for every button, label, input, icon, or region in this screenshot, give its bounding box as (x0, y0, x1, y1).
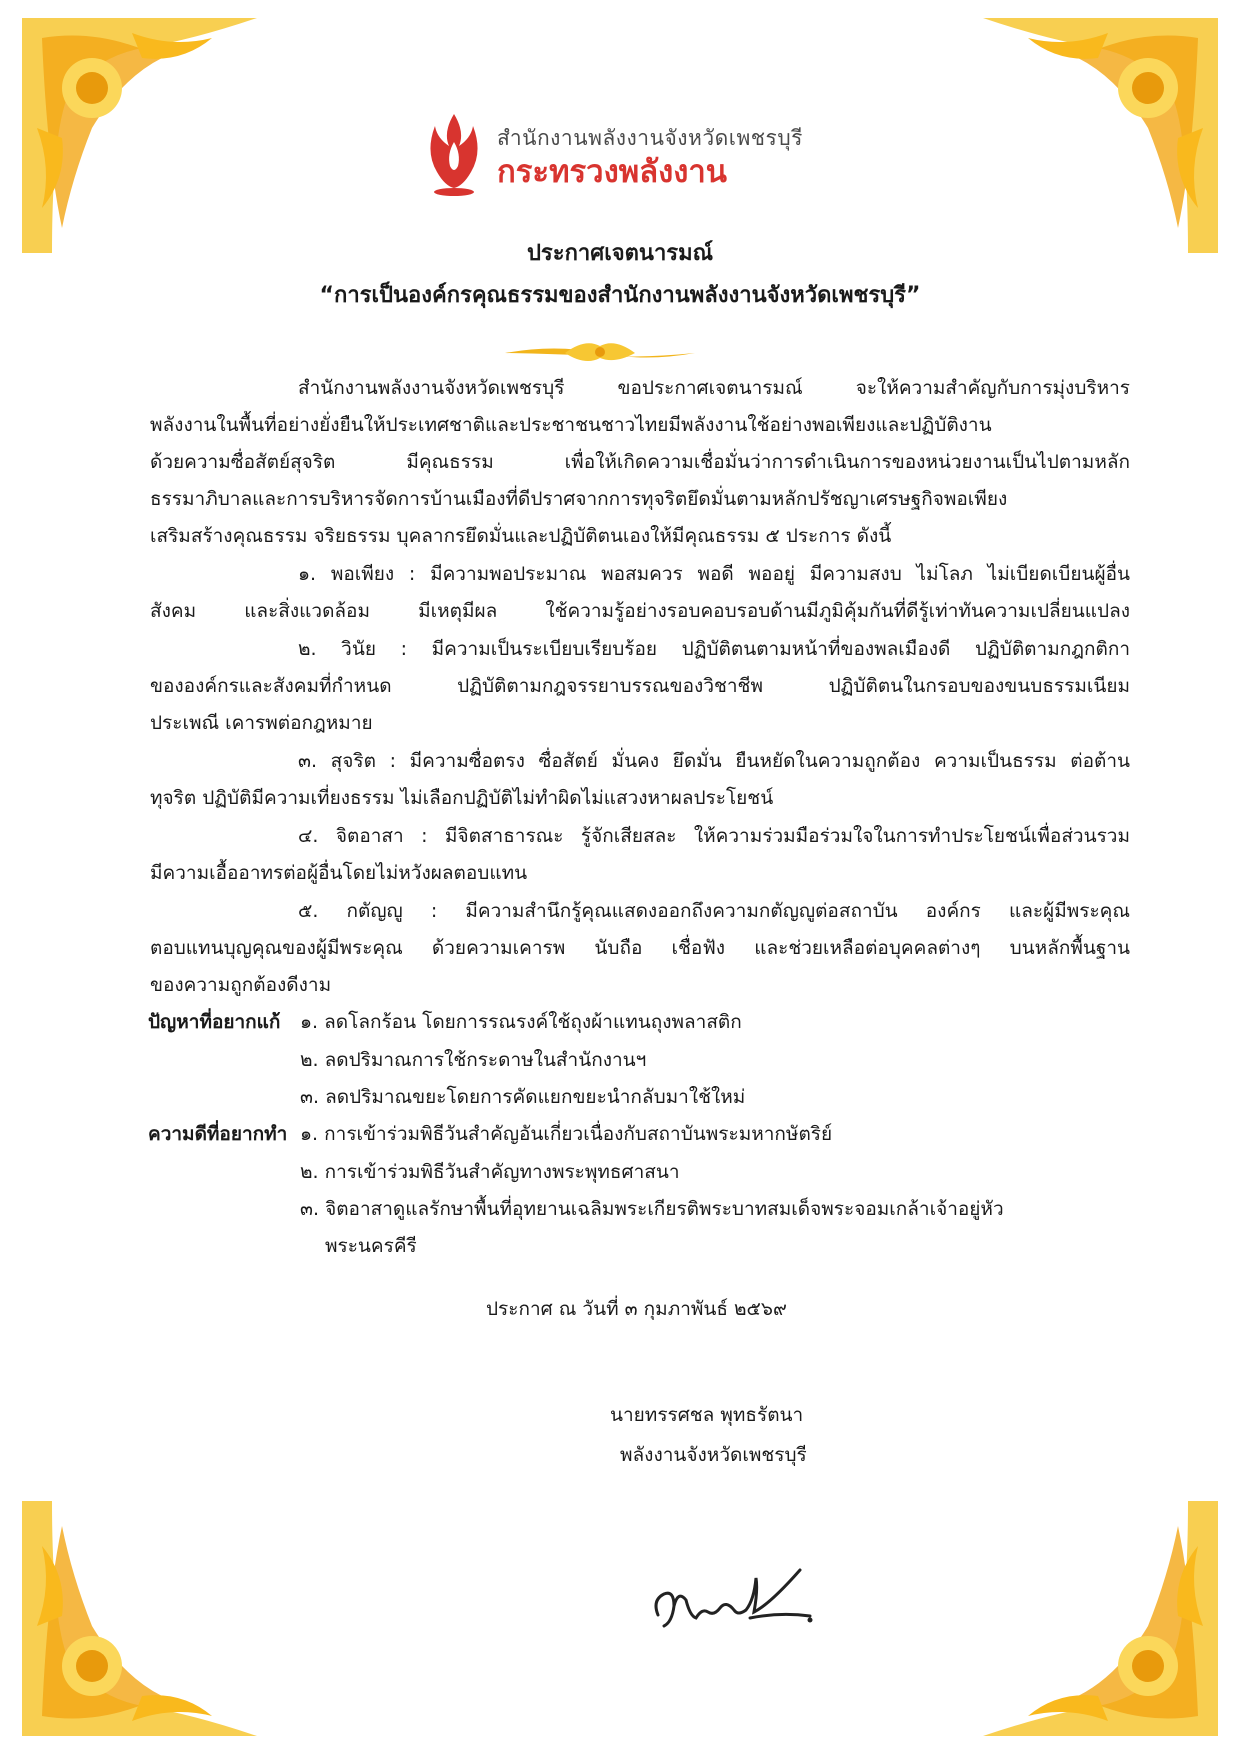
document-title: ประกาศเจตนารมณ์ (526, 241, 714, 266)
virtue-line: ทุจริต ปฏิบัติมีความเที่ยงธรรม ไม่เลือกปฏิบัติไม่ทำผิดไม่แสวงหาผลประโยชน์ (150, 787, 774, 809)
virtue-line: ประเพณี เคารพต่อกฎหมาย (150, 712, 373, 734)
ministry-logo (425, 112, 803, 198)
signatory-name: นายทรรศชล พุทธรัตนา (610, 1404, 804, 1426)
virtue-line: ๓. สุจริต : มีความซื่อตรง ซื่อสัตย์ มั่นคง ยึดมั่น ยืนหยัดในความถูกต้อง ความเป็นธรรม ต่อต้าน (298, 750, 1130, 772)
ministry-name: กระทรวงพลังงาน (497, 154, 728, 190)
gold-corner-ornament-bottom-right (983, 1501, 1218, 1736)
gold-divider-ornament (505, 336, 695, 370)
goodness-label: ความดีที่อยากทำ (148, 1123, 288, 1145)
intro-line: เสริมสร้างคุณธรรม จริยธรรม บุคลากรยึดมั่นและปฏิบัติตนเองให้มีคุณธรรม ๕ ประการ ดังนี้ (150, 525, 892, 547)
intro-line: สำนักงานพลังงานจังหวัดเพชรบุรี ขอประกาศเจตนารมณ์ จะให้ความสำคัญกับการมุ่งบริหาร (298, 377, 1130, 399)
gold-corner-ornament-top-right (983, 18, 1218, 253)
flame-icon (425, 112, 483, 198)
virtue-line: ๑. พอเพียง : มีความพอประมาณ พอสมควร พอดี พออยู่ มีความสงบ ไม่โลภ ไม่เบียดเบียนผู้อื่น (298, 563, 1130, 585)
intro-line: ธรรมาภิบาลและการบริหารจัดการบ้านเมืองที่ดีปราศจากการทุจริตยึดมั่นตามหลักปรัชญาเศรษฐกิจพอเพียง (150, 488, 1008, 510)
announcement-date: ประกาศ ณ วันที่ ๓ กุมภาพันธ์ ๒๕๖๙ (486, 1298, 787, 1320)
gold-corner-ornament-bottom-left (22, 1501, 257, 1736)
virtue-line: สังคม และสิ่งแวดล้อม มีเหตุมีผล ใช้ความรู้อย่างรอบคอบรอบด้านมีภูมิคุ้มกันที่ดีรู้เท่าทันความเปลี่ยนแปลง (150, 600, 1130, 622)
virtue-line: ๒. วินัย : มีความเป็นระเบียบเรียบร้อย ปฏิบัติตนตามหน้าที่ของพลเมืองดี ปฏิบัติตามกฎกติกา (298, 638, 1130, 660)
org-name: สำนักงานพลังงานจังหวัดเพชรบุรี (497, 126, 803, 150)
intro-line: ด้วยความซื่อสัตย์สุจริต มีคุณธรรม เพื่อให้เกิดความเชื่อมั่นว่าการดำเนินการของหน่วยงานเป็นไปตามหลัก (150, 451, 1130, 473)
goodness-item: ๓. จิตอาสาดูแลรักษาพื้นที่อุทยานเฉลิมพระเกียรติพระบาทสมเด็จพระจอมเกล้าเจ้าอยู่หัว (300, 1198, 1004, 1220)
problem-item: ๒. ลดปริมาณการใช้กระดาษในสำนักงานฯ (300, 1049, 647, 1071)
gold-corner-ornament-top-left (22, 18, 257, 253)
virtue-line: ขององค์กรและสังคมที่กำหนด ปฏิบัติตามกฎจรรยาบรรณของวิชาชีพ ปฏิบัติตนในกรอบของขนบธรรมเนียม (150, 675, 1130, 697)
virtue-line: มีความเอื้ออาทรต่อผู้อื่นโดยไม่หวังผลตอบแทน (150, 862, 528, 884)
problem-item: ๑. ลดโลกร้อน โดยการรณรงค์ใช้ถุงผ้าแทนถุงพลาสติก (300, 1011, 742, 1033)
virtue-line: ตอบแทนบุญคุณของผู้มีพระคุณ ด้วยความเคารพ นับถือ เชื่อฟัง และช่วยเหลือต่อบุคคลต่างๆ บนหลักพื้นฐาน (150, 937, 1130, 959)
problem-item: ๓. ลดปริมาณขยะโดยการคัดแยกขยะนำกลับมาใช้ใหม่ (300, 1086, 746, 1108)
goodness-item-continued: พระนครคีรี (325, 1235, 417, 1257)
virtue-line: ของความถูกต้องดีงาม (150, 974, 332, 996)
document-subtitle: “การเป็นองค์กรคุณธรรมของสำนักงานพลังงานจังหวัดเพชรบุรี” (319, 283, 921, 308)
handwritten-signature (650, 1560, 820, 1640)
goodness-item: ๑. การเข้าร่วมพิธีวันสำคัญอันเกี่ยวเนื่องกับสถาบันพระมหากษัตริย์ (300, 1123, 833, 1145)
problems-label: ปัญหาที่อยากแก้ (148, 1011, 281, 1033)
signatory-position: พลังงานจังหวัดเพชรบุรี (620, 1444, 807, 1466)
goodness-item: ๒. การเข้าร่วมพิธีวันสำคัญทางพระพุทธศาสนา (300, 1161, 680, 1183)
virtue-line: ๕. กตัญญู : มีความสำนึกรู้คุณแสดงออกถึงความกตัญญูต่อสถาบัน องค์กร และผู้มีพระคุณ (298, 900, 1130, 922)
intro-line: พลังงานในพื้นที่อย่างยั่งยืนให้ประเทศชาติและประชาชนชาวไทยมีพลังงานใช้อย่างพอเพียงและปฏิบัติงาน (150, 414, 992, 436)
virtue-line: ๔. จิตอาสา : มีจิตสาธารณะ รู้จักเสียสละ ให้ความร่วมมือร่วมใจในการทำประโยชน์เพื่อส่วนรวม (298, 825, 1130, 847)
